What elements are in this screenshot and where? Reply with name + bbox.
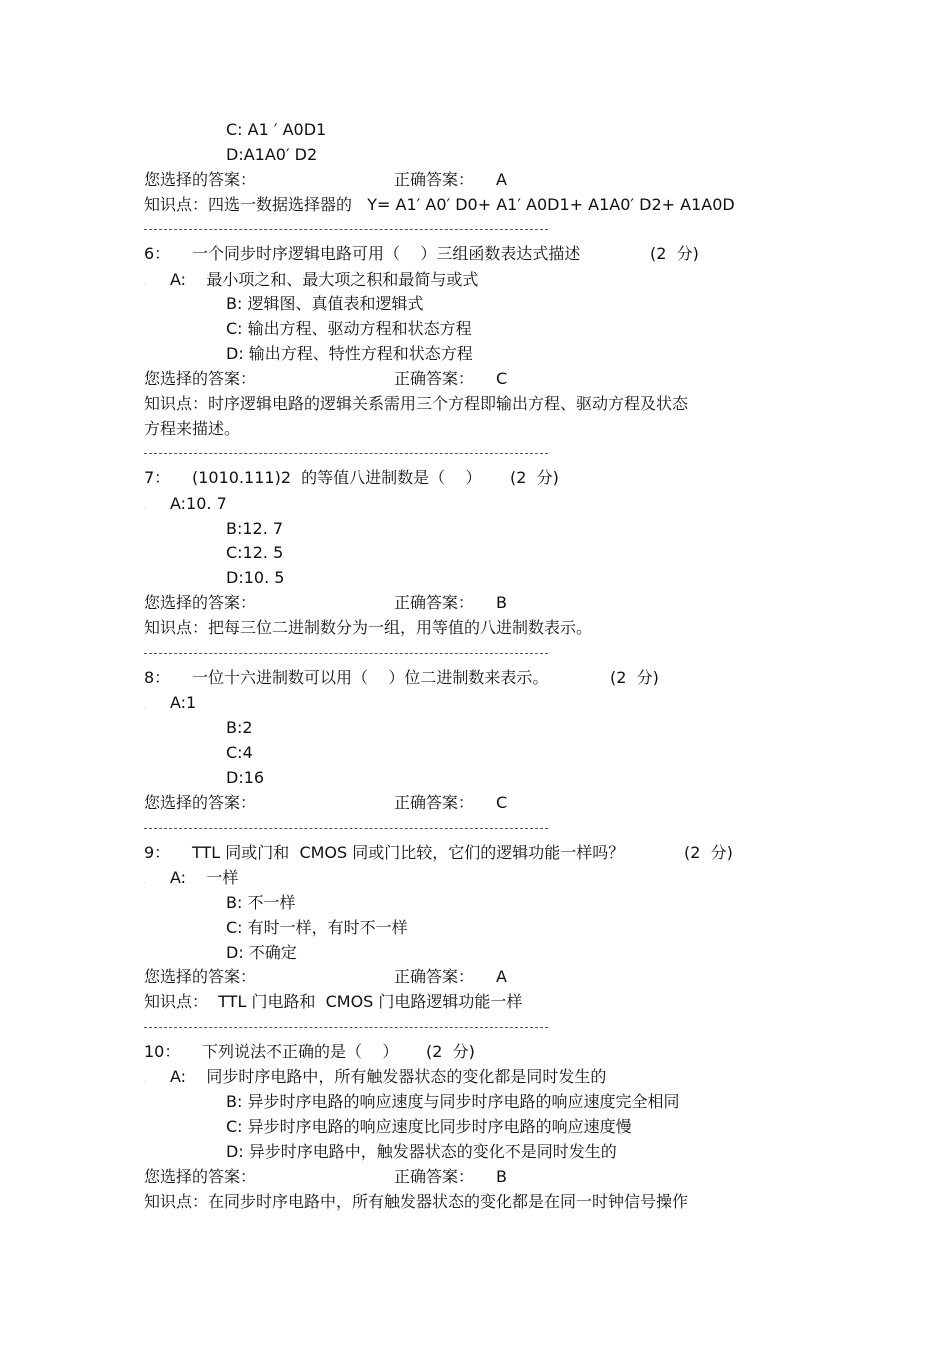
option-d: D:16: [226, 768, 265, 787]
option-b: B: 逻辑图、真值表和逻辑式: [226, 294, 424, 313]
option-d: D:A1A0′ D2: [226, 145, 318, 164]
option-d: D: 输出方程、特性方程和状态方程: [226, 344, 473, 363]
correct-answer-value: A: [496, 967, 507, 986]
your-answer-label: 您选择的答案：: [144, 793, 257, 812]
knowledge-point: 知识点：四选一数据选择器的 Y= A1′ A0′ D0+ A1′ A0D1+ A1A0′ D2+ A1A0D: [144, 195, 735, 214]
option-c: C: 有时一样，有时不一样: [226, 918, 408, 937]
option-b: B:2: [226, 718, 253, 737]
your-answer-label: 您选择的答案：: [144, 170, 257, 189]
bullet-dot: .: [144, 878, 146, 885]
your-answer-label: 您选择的答案：: [144, 1167, 257, 1186]
question-score: (2 分): [650, 244, 699, 263]
question-score: (2 分): [684, 843, 733, 862]
option-a: A: 一样: [170, 868, 239, 887]
correct-answer-label: 正确答案：: [394, 593, 475, 612]
question-text: TTL 同或门和 CMOS 同或门比较，它们的逻辑功能一样吗？: [192, 843, 625, 862]
question-text: 一位十六进制数可以用（ ）位二进制数来表示。: [192, 668, 549, 687]
correct-answer-label: 正确答案：: [394, 793, 475, 812]
option-b: B:12. 7: [226, 519, 284, 538]
knowledge-point: 知识点：在同步时序电路中，所有触发器状态的变化都是在同一时钟信号操作: [144, 1192, 689, 1211]
option-a: A:1: [170, 693, 197, 712]
separator: [144, 229, 548, 230]
knowledge-point: 知识点： TTL 门电路和 CMOS 门电路逻辑功能一样: [144, 992, 523, 1011]
question-text: 下列说法不正确的是（ ）: [202, 1042, 399, 1061]
option-a: A:10. 7: [170, 494, 227, 513]
option-c: C:4: [226, 743, 253, 762]
separator: [144, 453, 548, 454]
bullet-dot: .: [144, 504, 146, 511]
your-answer-label: 您选择的答案：: [144, 593, 257, 612]
your-answer-label: 您选择的答案：: [144, 967, 257, 986]
option-d: D:10. 5: [226, 568, 285, 587]
option-c: C: A1 ′ A0D1: [226, 120, 327, 139]
separator: [144, 828, 548, 829]
option-a: A: 最小项之和、最大项之积和最简与或式: [170, 270, 479, 289]
question-score: (2 分): [610, 668, 659, 687]
question-number: 6：: [144, 244, 171, 263]
question-score: (2 分): [426, 1042, 475, 1061]
correct-answer-label: 正确答案：: [394, 170, 475, 189]
option-d: D: 不确定: [226, 943, 297, 962]
option-a: A: 同步时序电路中，所有触发器状态的变化都是同时发生的: [170, 1067, 607, 1086]
correct-answer-value: C: [496, 369, 508, 388]
bullet-dot: .: [144, 280, 146, 287]
correct-answer-value: B: [496, 593, 507, 612]
option-b: B: 不一样: [226, 893, 296, 912]
question-number: 8：: [144, 668, 171, 687]
correct-answer-value: C: [496, 793, 508, 812]
correct-answer-value: B: [496, 1167, 507, 1186]
question-text: (1010.111)2 的等值八进制数是（ ）: [192, 468, 482, 487]
correct-answer-label: 正确答案：: [394, 1167, 475, 1186]
bullet-dot: .: [144, 704, 146, 711]
bullet-dot: .: [144, 1077, 146, 1084]
question-score: (2 分): [510, 468, 559, 487]
option-c: C:12. 5: [226, 543, 284, 562]
correct-answer-value: A: [496, 170, 507, 189]
knowledge-point: 知识点：时序逻辑电路的逻辑关系需用三个方程即输出方程、驱动方程及状态: [144, 394, 689, 413]
option-c: C: 输出方程、驱动方程和状态方程: [226, 319, 472, 338]
separator: [144, 653, 548, 654]
question-number: 10：: [144, 1042, 181, 1061]
correct-answer-label: 正确答案：: [394, 967, 475, 986]
knowledge-point-cont: 方程来描述。: [144, 419, 241, 438]
option-b: B: 异步时序电路的响应速度与同步时序电路的响应速度完全相同: [226, 1092, 680, 1111]
option-c: C: 异步时序电路的响应速度比同步时序电路的响应速度慢: [226, 1117, 632, 1136]
question-text: 一个同步时序逻辑电路可用（ ）三组函数表达式描述: [192, 244, 581, 263]
option-d: D: 异步时序电路中，触发器状态的变化不是同时发生的: [226, 1142, 617, 1161]
correct-answer-label: 正确答案：: [394, 369, 475, 388]
knowledge-point: 知识点：把每三位二进制数分为一组，用等值的八进制数表示。: [144, 618, 593, 637]
your-answer-label: 您选择的答案：: [144, 369, 257, 388]
question-number: 7：: [144, 468, 171, 487]
question-number: 9：: [144, 843, 171, 862]
separator: [144, 1027, 548, 1028]
